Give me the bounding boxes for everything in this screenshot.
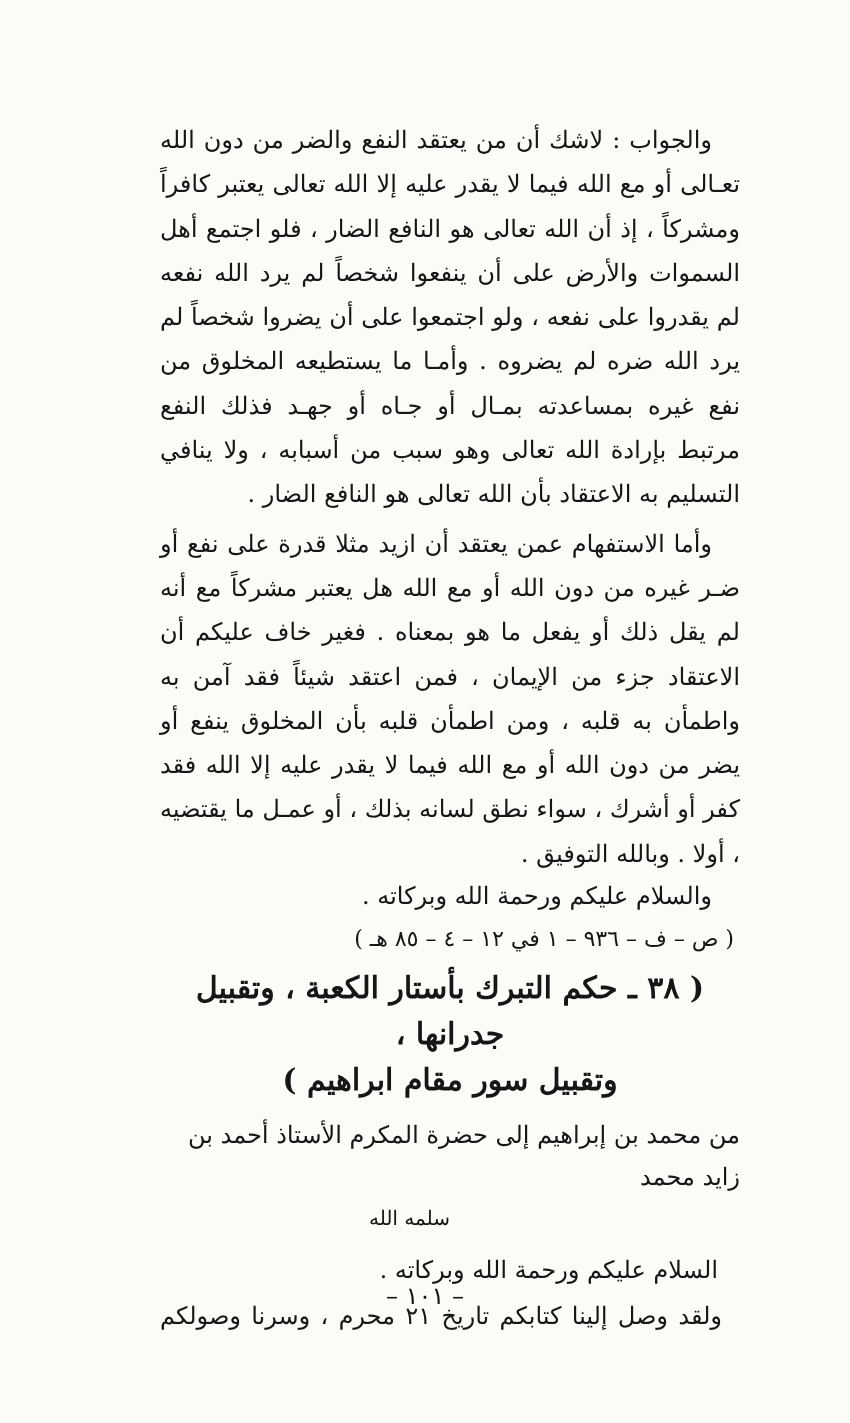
section-heading-line-1: ( ٣٨ ـ حكم التبرك بأستار الكعبة ، وتقبيل جدرانها ، — [195, 971, 705, 1053]
letter-greeting: السلام عليكم ورحمة الله وبركاته . — [379, 1256, 718, 1285]
letter-body-start: ولقد وصل إلينا كتابكم تاريخ ٢١ محرم ، وسرنا وصولكم — [160, 1302, 722, 1331]
closing-salutation: والسلام عليكم ورحمة الله وبركاته . — [361, 882, 712, 911]
question-paragraph: وأما الاستفهام عمن يعتقد أن ازيد مثلا قدرة على نفع أو ضـر غيره من دون الله أو مع الله هل يعتبر مشركاً مع أنه لم يقل ذلك أو يفعل ما هو بمعناه . فغير خاف عليكم أن الاعتقاد جزء من الإيمان ، فمن اعتقد شيئاً فقد آمن به واطمأن به قلبه ، ومن اطمأن قلبه بأن المخلوق ينفع أو يضر من دون الله أو مع الله فيما لا يقدر عليه إلا الله فقد كفر أو أشرك ، سواء نطق لسانه بذلك ، أو عمـل ما يقتضيه ، أولا . وبالله التوفيق . — [160, 529, 740, 868]
answer-paragraph: والجواب : لاشك أن من يعتقد النفع والضر من دون الله تعـالى أو مع الله فيما لا يقدر عليه إلا الله تعالى يعتبر كافراً ومشركاً ، إذ أن الله تعالى هو النافع الضار ، فلو اجتمع أهل السموات والأرض على أن ينفعوا شخصاً لم يرد الله نفعه لم يقدروا على نفعه ، ولو اجتمعوا على أن يضروا شخصاً لم يرد الله ضره لم يضروه . وأمـا ما يستطيعه المخلوق من نفع غيره بمساعدته بمـال أو جـاه أو جهـد فذلك النفع مرتبط بإرادة الله تعالى وهو سبب من أسبابه ، ولا ينافي التسليم به الاعتقاد بأن الله تعالى هو النافع الضار . — [160, 126, 740, 509]
letter-address-blessing: سلمه الله — [368, 1206, 450, 1231]
letter-address: من محمد بن إبراهيم إلى حضرة المكرم الأستاذ أحمد بن زايد محمد — [188, 1121, 740, 1192]
section-heading-line-2: وتقبيل سور مقام ابراهيم ) — [282, 1063, 618, 1099]
fatwa-reference: ( ص – ف – ٩٣٦ – ١ في ١٢ – ٤ – ٨٥ هـ ) — [354, 927, 734, 953]
document-page — [160, 118, 740, 1338]
section-heading — [150, 966, 750, 1104]
page-number: – ١٠١ – — [386, 1282, 464, 1310]
